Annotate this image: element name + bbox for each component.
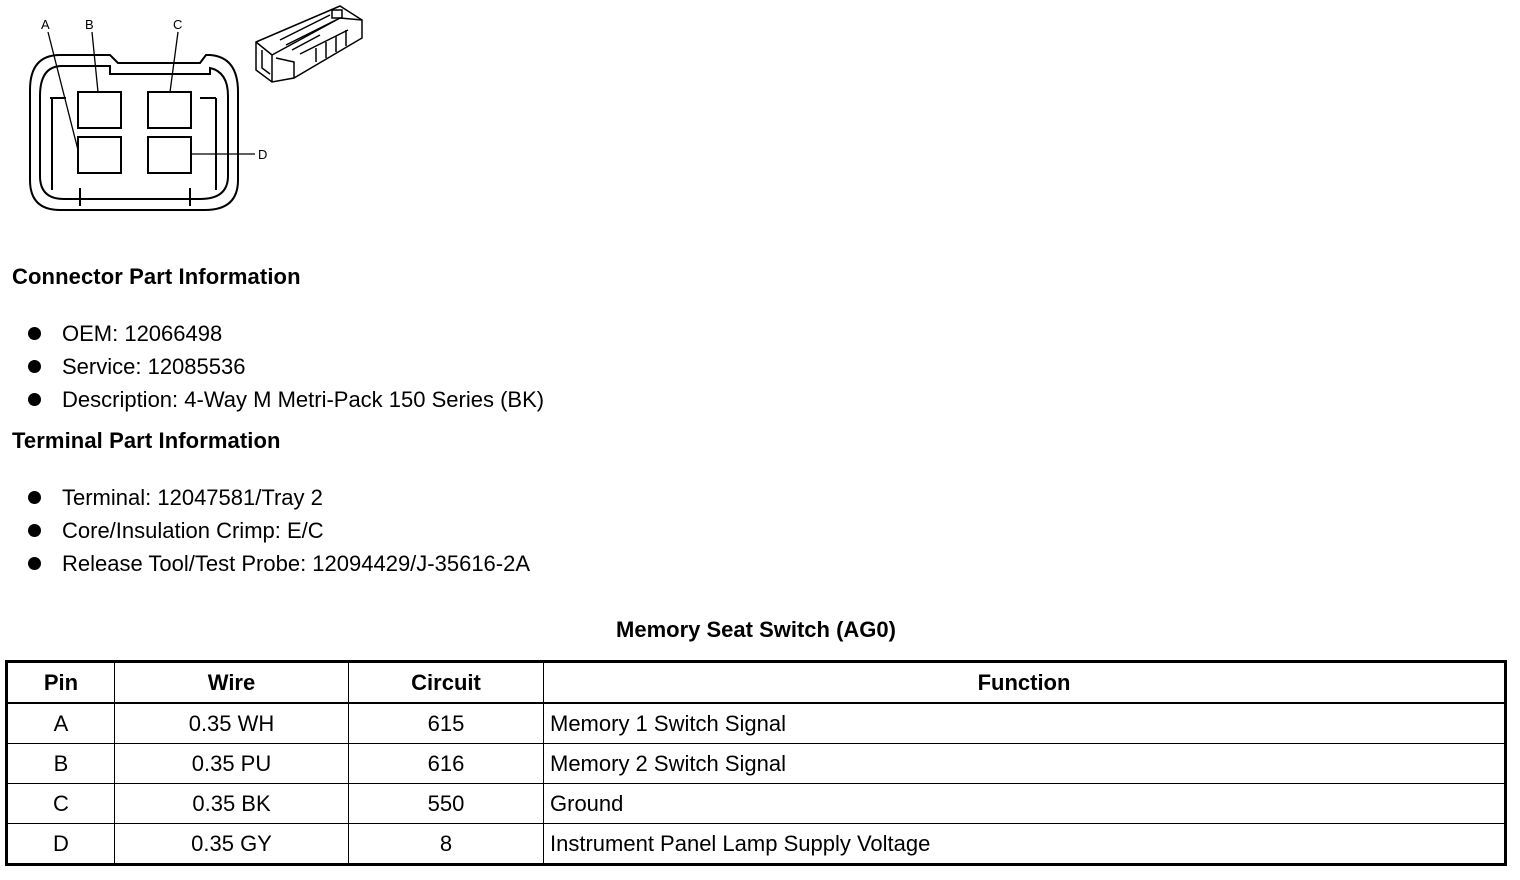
pin-label-d: D <box>258 147 268 162</box>
list-item-text: Description: 4-Way M Metri-Pack 150 Series (BK) <box>62 387 545 412</box>
cell-circuit: 615 <box>349 703 544 744</box>
header-wire: Wire <box>115 662 349 704</box>
cell-wire: 0.35 GY <box>115 824 349 865</box>
bullet-icon <box>28 557 41 570</box>
cell-pin: C <box>7 784 115 824</box>
bullet-icon <box>28 360 41 373</box>
pin-label-a: A <box>41 17 50 32</box>
list-item <box>28 350 544 383</box>
bullet-icon <box>28 393 41 406</box>
list-item <box>28 481 530 514</box>
cell-function: Memory 1 Switch Signal <box>544 703 1506 744</box>
list-item-text: Release Tool/Test Probe: 12094429/J-35616-2A <box>62 551 531 576</box>
list-item <box>28 383 544 416</box>
cell-wire: 0.35 BK <box>115 784 349 824</box>
cell-circuit: 550 <box>349 784 544 824</box>
table-row <box>7 703 1506 744</box>
table-row <box>7 784 1506 824</box>
bullet-icon <box>28 491 41 504</box>
list-item-text: Core/Insulation Crimp: E/C <box>62 518 324 543</box>
cell-function: Memory 2 Switch Signal <box>544 744 1506 784</box>
pin-cavity-c <box>148 92 191 128</box>
list-item-text: Terminal: 12047581/Tray 2 <box>62 485 323 510</box>
pin-cavity-d <box>148 137 191 173</box>
cell-circuit: 8 <box>349 824 544 865</box>
cell-pin: D <box>7 824 115 865</box>
cell-wire: 0.35 PU <box>115 744 349 784</box>
leader-b <box>92 32 98 92</box>
pin-cavity-b <box>78 92 121 128</box>
list-item-text: Service: 12085536 <box>62 354 246 379</box>
bullet-icon <box>28 524 41 537</box>
list-item <box>28 514 530 547</box>
connector-isometric-icon <box>256 6 362 82</box>
header-pin: Pin <box>7 662 115 704</box>
list-item <box>28 547 530 580</box>
pinout-table <box>5 660 1507 866</box>
table-row <box>7 824 1506 865</box>
header-function: Function <box>544 662 1506 704</box>
table-title: Memory Seat Switch (AG0) <box>616 617 896 642</box>
cell-circuit: 616 <box>349 744 544 784</box>
pin-label-b: B <box>85 17 94 32</box>
header-circuit: Circuit <box>349 662 544 704</box>
cell-function: Ground <box>544 784 1506 824</box>
table-row <box>7 744 1506 784</box>
list-item-text: OEM: 12066498 <box>62 321 223 346</box>
table-header-row <box>7 662 1506 704</box>
list-item <box>28 317 544 350</box>
connector-housing-inner <box>40 66 228 199</box>
cell-wire: 0.35 WH <box>115 703 349 744</box>
terminal-part-info-list <box>28 481 530 580</box>
connector-diagram <box>0 0 380 225</box>
cell-function: Instrument Panel Lamp Supply Voltage <box>544 824 1506 865</box>
connector-part-info-list <box>28 317 544 416</box>
terminal-part-info-heading: Terminal Part Information <box>12 428 281 453</box>
bullet-icon <box>28 327 41 340</box>
pin-cavity-a <box>78 137 121 173</box>
cell-pin: B <box>7 744 115 784</box>
cell-pin: A <box>7 703 115 744</box>
pin-label-c: C <box>173 17 183 32</box>
connector-part-info-heading: Connector Part Information <box>12 264 301 289</box>
connector-housing-outline <box>30 55 238 210</box>
